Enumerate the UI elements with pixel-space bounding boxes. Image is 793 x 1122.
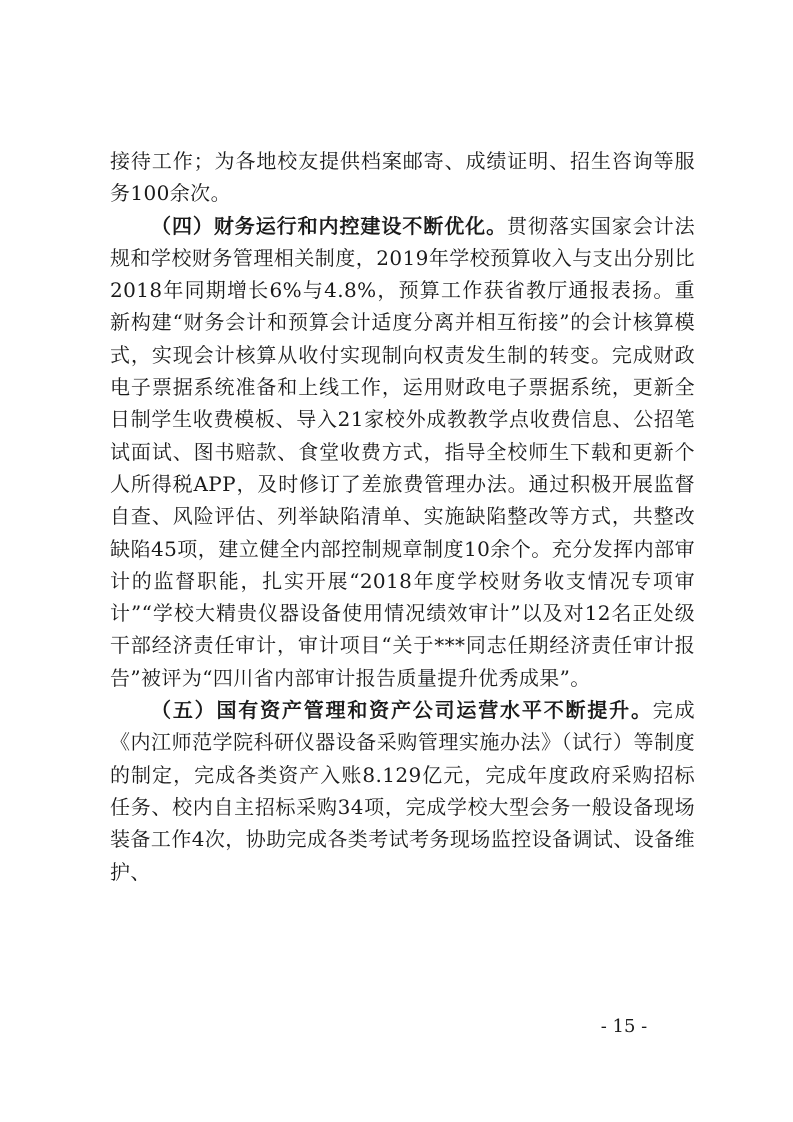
paragraph-assets: [110, 694, 695, 888]
paragraph-3-heading: （五）国有资产管理和资产公司运营水平不断提升。: [151, 698, 653, 723]
paragraph-3-text: 完成《内江师范学院科研仪器设备采购管理实施办法》（试行）等制度的制定，完成各类资产入账8.129亿元，完成年度政府采购招标任务、校内自主招标采购34项，完成学校大型会务一般设备现场装备工作4次，协助完成各类考试考务现场监控设备调试、设备维护、: [110, 698, 695, 884]
paragraph-finance: [110, 210, 695, 694]
paragraph-2-text: 贯彻落实国家会计法规和学校财务管理相关制度，2019年学校预算收入与支出分别比2018年同期增长6%与4.8%，预算工作获省教厅通报表扬。重新构建“财务会计和预算会计适度分离并相互衔接”的会计核算模式，实现会计核算从收付实现制向权责发生制的转变。完成财政电子票据系统准备和上线工作，运用财政电子票据系统，更新全日制学生收费模板、导入21家校外成教教学点收费信息、公招笔试面试、图书赔款、食堂收费方式，指导全校师生下载和更新个人所得税APP，及时修订了差旅费管理办法。通过积极开展监督自查、风险评估、列举缺陷清单、实施缺陷整改等方式，共整改缺陷45项，建立健全内部控制规章制度10余个。充分发挥内部审计的监督职能，扎实开展“2018年度学校财务收支情况专项审计”“学校大精贵仪器设备使用情况绩效审计”以及对12名正处级干部经济责任审计，审计项目“关于***同志任期经济责任审计报告”被评为“四川省内部审计报告质量提升优秀成果”。: [110, 213, 695, 690]
body-text: [110, 145, 695, 888]
page-number: - 15 -: [600, 1016, 648, 1037]
paragraph-continuation: [110, 145, 695, 210]
paragraph-1-text: 接待工作；为各地校友提供档案邮寄、成绩证明、招生咨询等服务100余次。: [110, 149, 695, 206]
paragraph-2-heading: （四）财务运行和内控建设不断优化。: [151, 213, 508, 238]
